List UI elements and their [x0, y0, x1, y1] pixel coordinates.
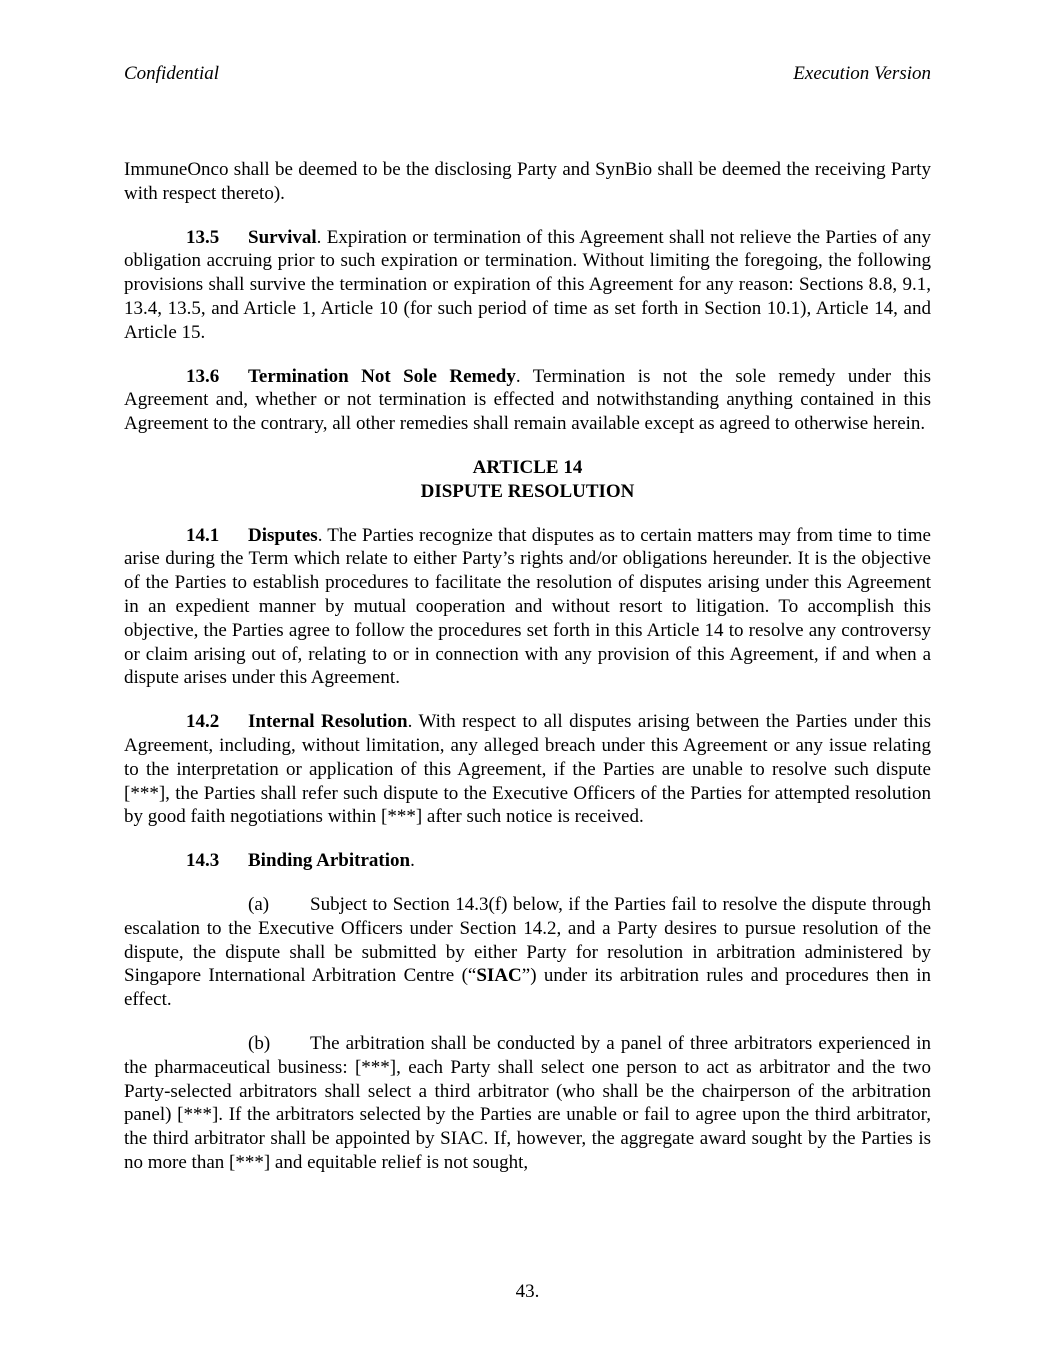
document-body [124, 158, 931, 1195]
clause-body: The arbitration shall be conducted by a panel of three arbitrators experienced in the pharmaceutical business: [***], each Party shall select one person to act as arbitrator and the two Party-selected arbitrators shall select a third arbitrator (who shall be the chairperson of the arbitration panel) [***]. If the arbitrators selected by the Parties are unable or fail to agree upon the third arbitrator, the third arbitrator shall be appointed by SIAC. If, however, the aggregate award sought by the Parties is no more than [***] and equitable relief is not sought, [124, 1032, 931, 1173]
section-number: 13.5 [186, 226, 220, 248]
section-14-3-b [124, 1032, 931, 1175]
section-body: . Termination is not the sole remedy under this Agreement and, whether or not termination is effected and notwithstanding anything contained in this Agreement to the contrary, all other remedies shall remain available except as agreed to otherwise herein. [124, 365, 931, 435]
siac-term: SIAC [476, 965, 522, 987]
page-number: 43. [515, 1281, 540, 1302]
article-number: ARTICLE 14 [472, 456, 583, 478]
clause-label: (b) [248, 1032, 271, 1054]
section-number: 14.1 [186, 524, 220, 546]
version-label: Execution Version [793, 63, 931, 84]
section-14-1 [124, 524, 931, 691]
section-title: Termination Not Sole Remedy [248, 365, 516, 387]
clause-body-end: ”) under its arbitration rules and procedures then in effect. [124, 965, 932, 1011]
section-number: 13.6 [186, 365, 220, 387]
section-title: Survival [248, 226, 317, 248]
article-title: DISPUTE RESOLUTION [420, 480, 635, 502]
section-title: Disputes [248, 524, 318, 546]
section-body: . [410, 850, 415, 872]
section-14-2 [124, 710, 931, 829]
section-number: 14.3 [186, 850, 220, 872]
confidential-label: Confidential [124, 63, 219, 84]
section-14-3-a [124, 893, 931, 1012]
continuation-paragraph [124, 158, 931, 206]
article-heading [124, 456, 931, 504]
section-body: . With respect to all disputes arising between the Parties under this Agreement, including, without limitation, any alleged breach under this Agreement or any issue relating to the interpretation or application of this Agreement, if the Parties are unable to resolve such dispute [***], the Parties shall refer such dispute to the Executive Officers of the Parties for attempted resolution by good faith negotiations within [***] after such notice is received. [124, 711, 931, 828]
clause-body-start: Subject to Section 14.3(f) below, if the Parties fail to resolve the dispute through escalation to the Executive Officers under Section 14.2, and a Party desires to pursue resolution of the dispute, the dispute shall be submitted by either Party for resolution in arbitration administered by Singapore International Arbitration Centre (“ [124, 893, 931, 987]
section-13-6 [124, 365, 931, 436]
section-14-3 [124, 849, 931, 873]
section-13-5 [124, 226, 931, 345]
section-number: 14.2 [186, 711, 220, 733]
page-header [124, 62, 931, 86]
section-title: Internal Resolution [248, 711, 408, 733]
section-title: Binding Arbitration [248, 850, 411, 872]
clause-label: (a) [248, 893, 270, 915]
page-footer [0, 1280, 1055, 1304]
section-body: . The Parties recognize that disputes as to certain matters may from time to time arise during the Term which relate to either Party’s rights and/or obligations hereunder. It is the objective of the Parties to establish procedures to facilitate the resolution of disputes arising under this Agreement in an expedient manner by mutual cooperation and without resort to litigation. To accomplish this objective, the Parties agree to follow the procedures set forth in this Article 14 to resolve any controversy or claim arising out of, relating to or in connection with any provision of this Agreement, if and when a dispute arises under this Agreement. [124, 524, 931, 689]
section-body: . Expiration or termination of this Agreement shall not relieve the Parties of any obligation accruing prior to such expiration or termination. Without limiting the foregoing, the following provisions shall survive the termination or expiration of this Agreement for any reason: Sections 8.8, 9.1, 13.4, 13.5, and Article 1, Article 10 (for such period of time as set forth in Section 10.1), Article 14, and Article 15. [124, 226, 931, 343]
continuation-text: ImmuneOnco shall be deemed to be the disclosing Party and SynBio shall be deemed the receiving Party with respect thereto). [124, 159, 931, 204]
